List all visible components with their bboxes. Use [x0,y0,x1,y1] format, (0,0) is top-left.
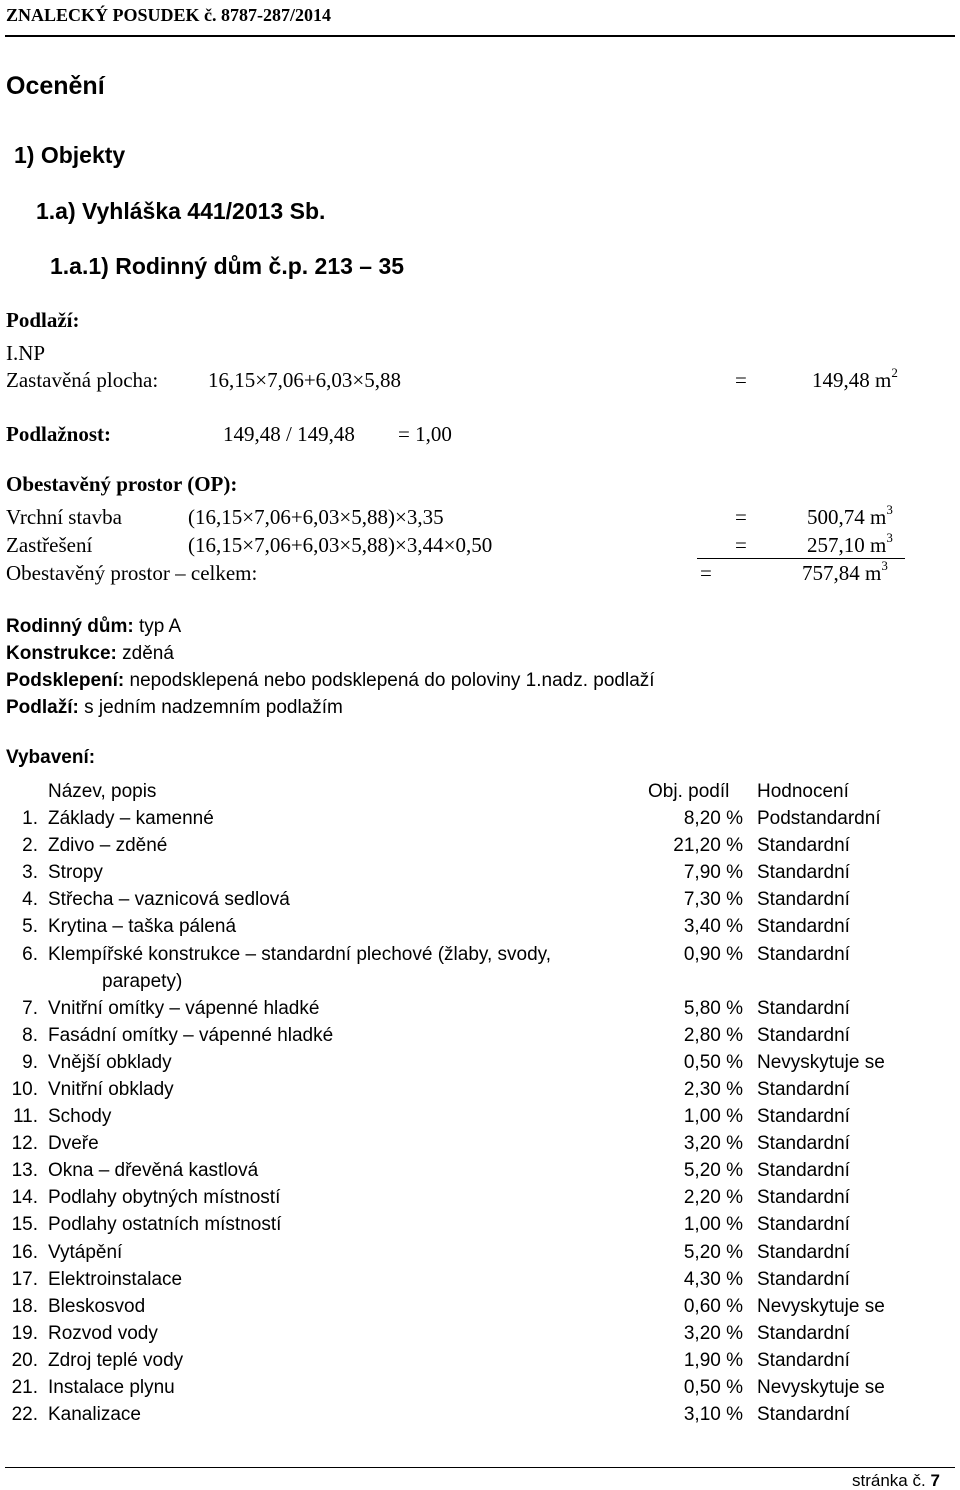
row-share: 7,90 % [683,862,743,883]
row-share: 1,90 % [683,1350,743,1371]
row-rating: Standardní [757,998,850,1019]
row-name: Kanalizace [48,1404,141,1425]
row-rating: Standardní [757,1133,850,1154]
row-rating: Standardní [757,1160,850,1181]
row-number: 19. [11,1323,38,1344]
row-share: 3,10 % [683,1404,743,1425]
row-share: 0,50 % [683,1052,743,1073]
header-divider [5,35,955,37]
row-number: 9. [22,1052,38,1073]
section-title: Ocenění [6,72,105,100]
built-area-value: 149,48 $m^2$ [812,365,898,392]
op-row-formula: (16,15×7,06+6,03×5,88)×3,35 [188,505,444,529]
row-number: 10. [11,1079,38,1100]
footer-divider [5,1467,955,1468]
op-row-eq: = [735,533,747,557]
podlaznost-result: = 1,00 [398,422,452,446]
op-label: Obestavěný prostor (OP): [6,472,238,496]
built-area-formula: 16,15×7,06+6,03×5,88 [208,368,402,392]
row-name: Fasádní omítky – vápenné hladké [48,1025,334,1046]
row-number: 14. [11,1187,38,1208]
op-total-value: 757,84 $m^3$ [802,558,888,585]
row-share: 0,60 % [683,1296,743,1317]
row-rating: Standardní [757,835,850,856]
row-name: Rozvod vody [48,1323,158,1344]
row-name: Podlahy ostatních místností [48,1214,282,1235]
op-row-value: 257,10 $m^3$ [807,530,893,557]
col-header-rating: Hodnocení [757,781,849,802]
row-name: Podlahy obytných místností [48,1187,281,1208]
row-rating: Nevyskytuje se [757,1296,885,1317]
row-name: Bleskosvod [48,1296,146,1317]
podlaznost-formula: 149,48 / 149,48 [223,422,355,446]
row-number: 6. [22,944,38,965]
row-share: 0,50 % [683,1377,743,1398]
row-name: Okna – dřevěná kastlová [48,1160,259,1181]
row-number: 12. [11,1133,38,1154]
document-header: ZNALECKÝ POSUDEK č. 8787-287/2014 [6,5,332,25]
row-name-continued: parapety) [102,971,183,992]
row-rating: Standardní [757,1323,850,1344]
row-share: 5,20 % [683,1242,743,1263]
row-rating: Standardní [757,916,850,937]
row-name: Vnější obklady [48,1052,172,1073]
row-number: 18. [11,1296,38,1317]
row-number: 16. [11,1242,38,1263]
op-total-label: Obestavěný prostor – celkem: [6,561,258,585]
row-rating: Standardní [757,862,850,883]
op-total-eq: = [700,561,712,585]
row-name: Vnitřní obklady [48,1079,174,1100]
col-header-name: Název, popis [48,781,157,802]
row-share: 2,30 % [683,1079,743,1100]
row-share: 5,80 % [683,998,743,1019]
built-area-eq: = [735,368,747,392]
row-number: 11. [12,1106,38,1127]
row-rating: Nevyskytuje se [757,1052,885,1073]
row-number: 7. [22,998,38,1019]
op-row-name: Zastřešení [6,533,93,557]
row-number: 5. [22,916,38,937]
floor-name: I.NP [6,341,46,365]
row-rating: Standardní [757,1350,850,1371]
row-rating: Podstandardní [757,808,881,829]
row-name: Krytina – taška pálená [48,916,237,937]
row-rating: Standardní [757,1025,850,1046]
op-row-value: 500,74 $m^3$ [807,502,893,529]
equipment-label: Vybavení: [6,747,96,768]
row-rating: Standardní [757,1187,850,1208]
prop-house-type: Rodinný dům: typ A [6,616,182,637]
row-share: 1,00 % [683,1106,743,1127]
row-rating: Standardní [757,1079,850,1100]
op-row-formula: (16,15×7,06+6,03×5,88)×3,44×0,50 [188,533,493,557]
row-name: Stropy [48,862,103,883]
row-number: 17. [11,1269,38,1290]
row-rating: Standardní [757,1214,850,1235]
row-name: Dveře [48,1133,99,1154]
heading-decree: 1.a) Vyhláška 441/2013 Sb. [36,198,326,224]
row-share: 5,20 % [683,1160,743,1181]
row-share: 0,90 % [683,944,743,965]
row-share: 3,20 % [683,1133,743,1154]
row-share: 2,20 % [683,1187,743,1208]
row-rating: Standardní [757,889,850,910]
prop-basement: Podsklepení: nepodsklepená nebo podsklepená do poloviny 1.nadz. podlaží [6,670,655,691]
row-number: 21. [11,1377,38,1398]
row-number: 1. [22,808,38,829]
heading-objects: 1) Objekty [14,142,126,168]
row-share: 21,20 % [673,835,743,856]
row-name: Elektroinstalace [48,1269,183,1290]
row-rating: Standardní [757,1242,850,1263]
op-row-eq: = [735,505,747,529]
row-name: Zdroj teplé vody [48,1350,184,1371]
row-name: Zdivo – zděné [48,835,168,856]
sum-divider [697,558,905,559]
row-number: 4. [22,889,38,910]
built-area-label: Zastavěná plocha: [6,368,159,392]
row-name: Schody [48,1106,112,1127]
row-number: 22. [11,1404,38,1425]
row-share: 1,00 % [683,1214,743,1235]
row-number: 3. [22,862,38,883]
row-name: Vytápění [48,1242,123,1263]
row-rating: Standardní [757,1404,850,1425]
row-rating: Standardní [757,944,850,965]
row-share: 3,40 % [683,916,743,937]
row-name: Instalace plynu [48,1377,175,1398]
row-number: 13. [11,1160,38,1181]
op-row-name: Vrchní stavba [6,505,122,529]
row-number: 2. [22,835,38,856]
row-number: 8. [22,1025,38,1046]
page-number: stránka č. 7 [852,1471,940,1490]
row-share: 7,30 % [683,889,743,910]
prop-construction: Konstrukce: zděná [6,643,174,664]
row-rating: Standardní [757,1269,850,1290]
row-share: 2,80 % [683,1025,743,1046]
row-share: 4,30 % [683,1269,743,1290]
row-share: 3,20 % [683,1323,743,1344]
row-share: 8,20 % [683,808,743,829]
floors-label: Podlaží: [6,308,80,332]
row-number: 15. [11,1214,38,1235]
row-number: 20. [11,1350,38,1371]
podlaznost-label: Podlažnost: [6,422,111,446]
row-name: Vnitřní omítky – vápenné hladké [48,998,320,1019]
heading-house: 1.a.1) Rodinný dům č.p. 213 – 35 [50,253,405,279]
row-rating: Standardní [757,1106,850,1127]
row-name: Klempířské konstrukce – standardní plechové (žlaby, svody, [48,944,552,965]
row-rating: Nevyskytuje se [757,1377,885,1398]
row-name: Základy – kamenné [48,808,214,829]
row-name: Střecha – vaznicová sedlová [48,889,290,910]
col-header-share: Obj. podíl [648,781,730,802]
prop-floors: Podlaží: s jedním nadzemním podlažím [6,697,343,718]
